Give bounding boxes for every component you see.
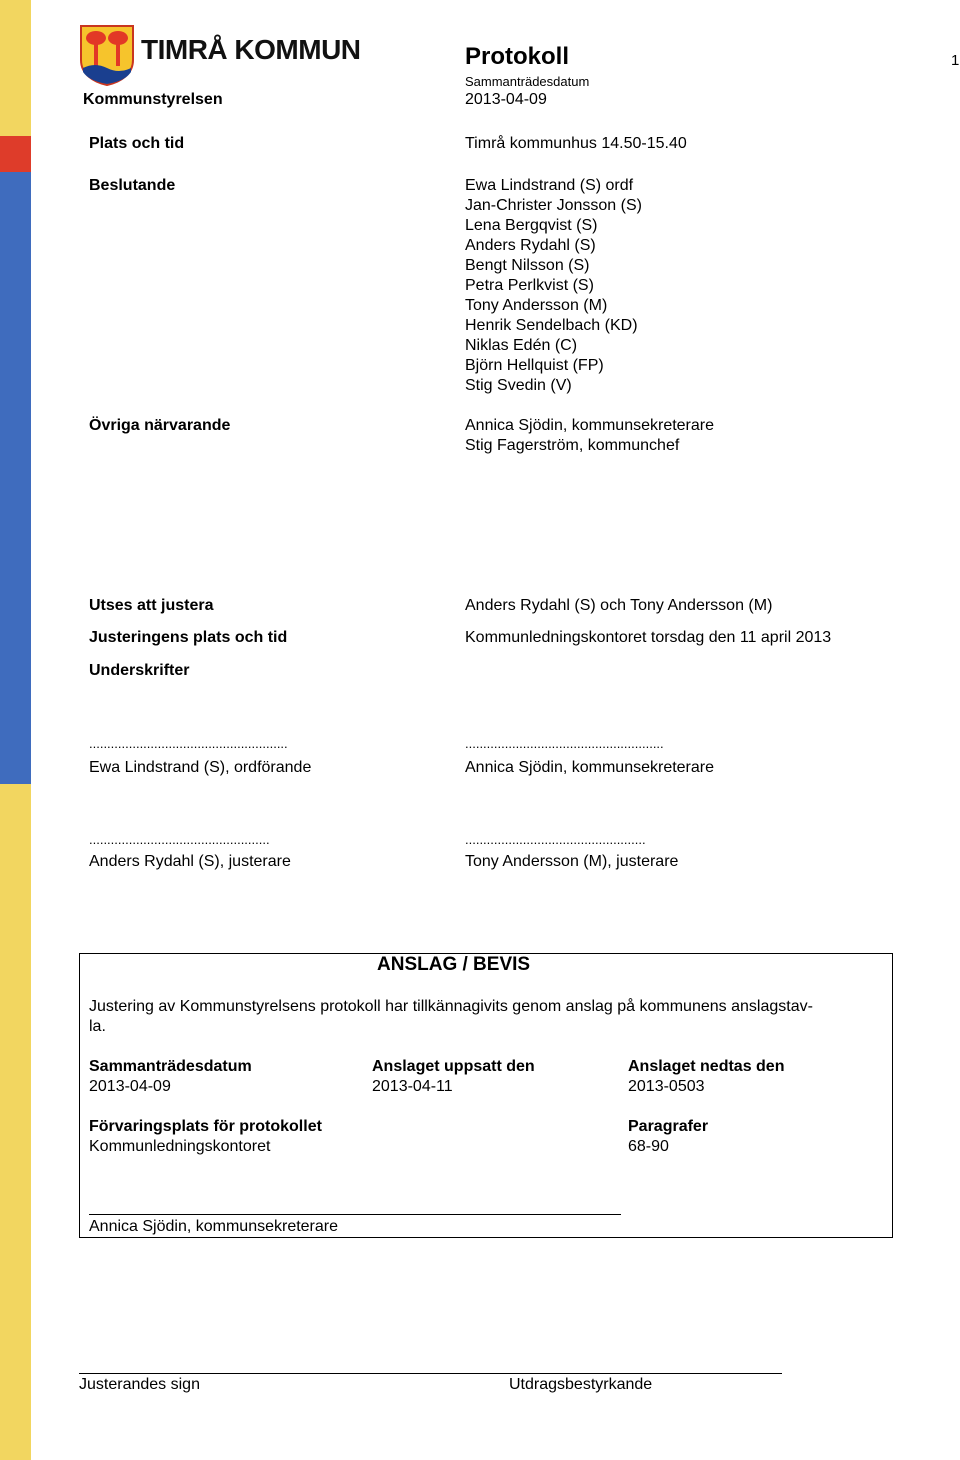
decision-makers-label: Beslutande [89, 177, 176, 194]
adjust-place-label: Justeringens plats och tid [89, 629, 288, 646]
document-title: Protokoll [465, 43, 570, 70]
notice-title: ANSLAG / BEVIS [377, 954, 531, 975]
stripe-red [0, 136, 31, 172]
notice-box [79, 953, 893, 1238]
member: Ewa Lindstrand (S) ordf [465, 177, 634, 194]
footer-extract-certification: Utdragsbestyrkande [509, 1376, 653, 1393]
meeting-date: 2013-04-09 [465, 91, 547, 108]
meeting-date-label: Sammanträdesdatum [465, 74, 590, 89]
others-present-list [465, 416, 714, 456]
others-present-label: Övriga närvarande [89, 417, 231, 434]
coat-of-arms-icon [79, 24, 135, 86]
signature-adjuster-1: Anders Rydahl (S), justerare [89, 853, 291, 870]
adjust-place-value: Kommunledningskontoret torsdag den 11 april 2013 [465, 629, 832, 646]
other-person: Annica Sjödin, kommunsekreterare [465, 417, 715, 434]
municipality-logo [79, 24, 361, 86]
appointed-label: Utses att justera [89, 597, 214, 614]
place-value: Timrå kommunhus 14.50-15.40 [465, 135, 687, 152]
stripe-yellow-top [0, 0, 31, 136]
committee-name: Kommunstyrelsen [83, 91, 223, 108]
member: Anders Rydahl (S) [465, 237, 596, 254]
stripe-yellow-bottom [0, 784, 31, 1460]
stripe-blue [0, 172, 31, 784]
member: Petra Perlkvist (S) [465, 277, 594, 294]
member: Tony Andersson (M) [465, 297, 608, 314]
appointed-value: Anders Rydahl (S) och Tony Andersson (M) [465, 597, 773, 614]
logo-text: TIMRÅ KOMMUN [141, 34, 361, 65]
member: Björn Hellquist (FP) [465, 357, 604, 374]
decision-makers-list [465, 176, 642, 396]
notice-signature-line [89, 1214, 621, 1215]
notice-removed-label: Anslaget nedtas den [628, 1058, 785, 1075]
storage-value: Kommunledningskontoret [89, 1138, 271, 1155]
signature-chair: Ewa Lindstrand (S), ordförande [89, 759, 312, 776]
notice-signer: Annica Sjödin, kommunsekreterare [89, 1218, 339, 1235]
notice-meeting-date-label: Sammanträdesdatum [89, 1058, 252, 1075]
member: Niklas Edén (C) [465, 337, 578, 354]
notice-text: Justering av Kommunstyrelsens protokoll har tillkännagivits genom anslag på kommunens anslagstav- [89, 998, 813, 1015]
signature-dots: ....................................................... [465, 736, 664, 751]
footer-adjusters-sign: Justerandes sign [79, 1376, 200, 1393]
signature-secretary: Annica Sjödin, kommunsekreterare [465, 759, 715, 776]
signature-dots: .................................................. [89, 832, 270, 847]
signature-dots: ....................................................... [89, 736, 288, 751]
notice-posted-date: 2013-04-11 [372, 1078, 453, 1095]
side-stripe [0, 0, 31, 1460]
footer-line [79, 1373, 782, 1374]
notice-text-continued: la. [89, 1018, 106, 1035]
notice-meeting-date: 2013-04-09 [89, 1078, 171, 1095]
notice-posted-label: Anslaget uppsatt den [372, 1058, 535, 1075]
member: Bengt Nilsson (S) [465, 257, 590, 274]
signature-adjuster-2: Tony Andersson (M), justerare [465, 853, 679, 870]
place-label: Plats och tid [89, 135, 185, 152]
member: Jan-Christer Jonsson (S) [465, 197, 642, 214]
other-person: Stig Fagerström, kommunchef [465, 437, 680, 454]
page-number: 1 [951, 52, 960, 69]
signatures-label: Underskrifter [89, 662, 190, 679]
member: Stig Svedin (V) [465, 377, 572, 394]
signature-dots: .................................................. [465, 832, 646, 847]
notice-removed-date: 2013-0503 [628, 1078, 705, 1095]
member: Lena Bergqvist (S) [465, 217, 598, 234]
paragraphs-value: 68-90 [628, 1138, 669, 1155]
member: Henrik Sendelbach (KD) [465, 317, 638, 334]
paragraphs-label: Paragrafer [628, 1118, 709, 1135]
storage-label: Förvaringsplats för protokollet [89, 1118, 322, 1135]
